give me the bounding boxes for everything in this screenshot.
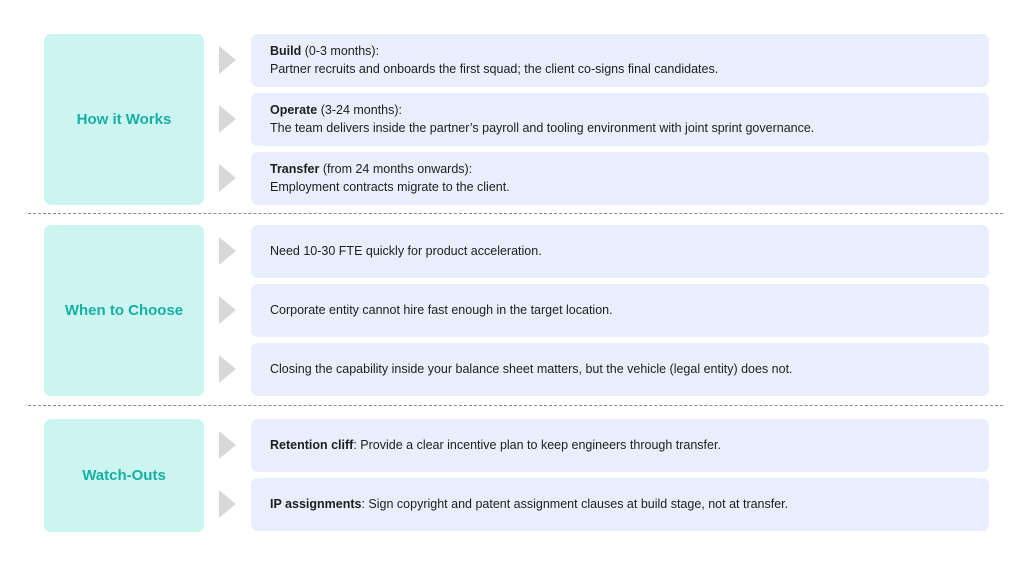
list-item [219,343,989,396]
section-label-when-to-choose [44,225,204,396]
item-card [251,478,989,531]
item-heading [270,161,970,179]
chevron-right-icon [219,490,236,518]
item-text-line [270,496,970,514]
item-card [251,343,989,396]
list-item [219,478,989,531]
item-detail: Employment contracts migrate to the client. [270,179,510,194]
list-item [219,419,989,472]
list-item [219,152,989,205]
item-bold: IP assignments [270,496,362,511]
item-bold: Retention cliff [270,437,354,452]
section-divider [28,213,1003,214]
section-label-how-it-works [44,34,204,205]
item-text: Closing the capability inside your balance sheet matters, but the vehicle (legal entity) does not. [270,361,793,376]
item-bold: Build [270,44,302,58]
item-card [251,419,989,472]
section-title: How it Works [76,111,172,128]
list-item [219,34,989,87]
chevron-right-icon [219,296,236,324]
item-text: Corporate entity cannot hire fast enough in the target location. [270,302,613,317]
chevron-right-icon [219,431,236,459]
section-title: When to Choose [64,302,184,319]
item-heading [270,43,970,61]
item-bold: Transfer [270,162,320,176]
chevron-right-icon [219,237,236,265]
item-text: : Sign copyright and patent assignment clauses at build stage, not at transfer. [361,496,789,511]
chevron-right-icon [219,105,236,133]
section-label-watch-outs [44,419,204,532]
item-text: Need 10-30 FTE quickly for product acceleration. [270,243,542,258]
chevron-right-icon [219,46,236,74]
item-suffix: (0-3 months): [301,44,380,58]
item-suffix: (from 24 months onwards): [319,162,473,176]
list-item [219,93,989,146]
item-card [251,225,989,278]
item-card [251,34,989,87]
item-text-line [270,437,970,455]
item-card [251,284,989,337]
item-card [251,152,989,205]
item-text: : Provide a clear incentive plan to keep engineers through transfer. [353,437,721,452]
section-divider [28,405,1003,406]
item-heading [270,102,970,120]
section-title: Watch-Outs [82,467,166,484]
item-card [251,93,989,146]
chevron-right-icon [219,164,236,192]
list-item [219,225,989,278]
item-detail: The team delivers inside the partner’s payroll and tooling environment with joint sprint governance. [270,120,815,135]
item-bold: Operate [270,103,318,117]
list-item [219,284,989,337]
chevron-right-icon [219,355,236,383]
item-detail: Partner recruits and onboards the first squad; the client co-signs final candidates. [270,61,719,76]
item-suffix: (3-24 months): [317,103,403,117]
